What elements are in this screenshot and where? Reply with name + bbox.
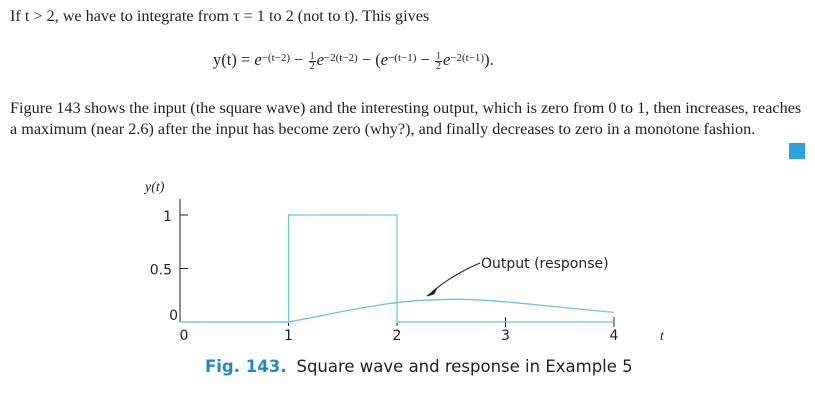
x-tick-label: 0 [179,328,189,344]
figure-caption-text: Square wave and response in Example 5 [296,357,633,376]
paragraph-intro: If t > 2, we have to integrate from τ = 1 to 2 (not to t). This gives [10,7,430,25]
x-axis-label: t [660,329,664,344]
y-axis-label: y(t) [145,180,165,195]
eq-term1-exp: −(t−2) [261,52,291,64]
eq-term3-base: e [380,50,389,69]
eq-term1-base: e [254,50,262,69]
eq-minus1: − [290,50,308,69]
output-annotation-label: Output (response) [481,256,609,272]
eq-frac-num: 1 [309,50,315,62]
figure-caption [205,357,633,376]
eq-term2-exp: −2(t−2) [323,52,358,64]
eq-minus3: − [416,50,434,69]
eq-term2-base: e [316,50,324,69]
paragraph-figure-description: Figure 143 shows the input (the square wave) and the interesting output, which is zero from 0 to 1, then increases, reaches a maximum (near 2.6) after the input has become zero (why?), and finally decreases to zero in a monotone fashion. [10,99,802,138]
eq-lhs: y(t) = [213,50,255,69]
eq-frac2-num: 1 [435,50,441,62]
eq-term4-exp: −2(t−1) [450,52,485,64]
eq-minus2: − ( [357,50,381,69]
eq-frac-den: 2 [309,60,315,72]
eq-frac2-den: 2 [435,60,441,72]
x-tick-label: 3 [501,328,510,344]
y-tick-label: 0.5 [149,262,172,279]
eq-close: ). [484,50,494,69]
eq-term4-base: e [442,50,451,69]
x-tick-label: 2 [392,328,402,344]
x-tick-label: 4 [609,328,619,344]
y-tick-label: 0 [169,308,178,324]
x-tick-label: 1 [284,328,293,344]
annotation-arrow-line [432,263,480,292]
y-tick-label: 1 [163,209,172,225]
figure-label: Fig. 143. [205,357,287,376]
annotation-arrow-head [427,288,437,296]
eq-term3-exp: −(t−1) [388,52,417,64]
